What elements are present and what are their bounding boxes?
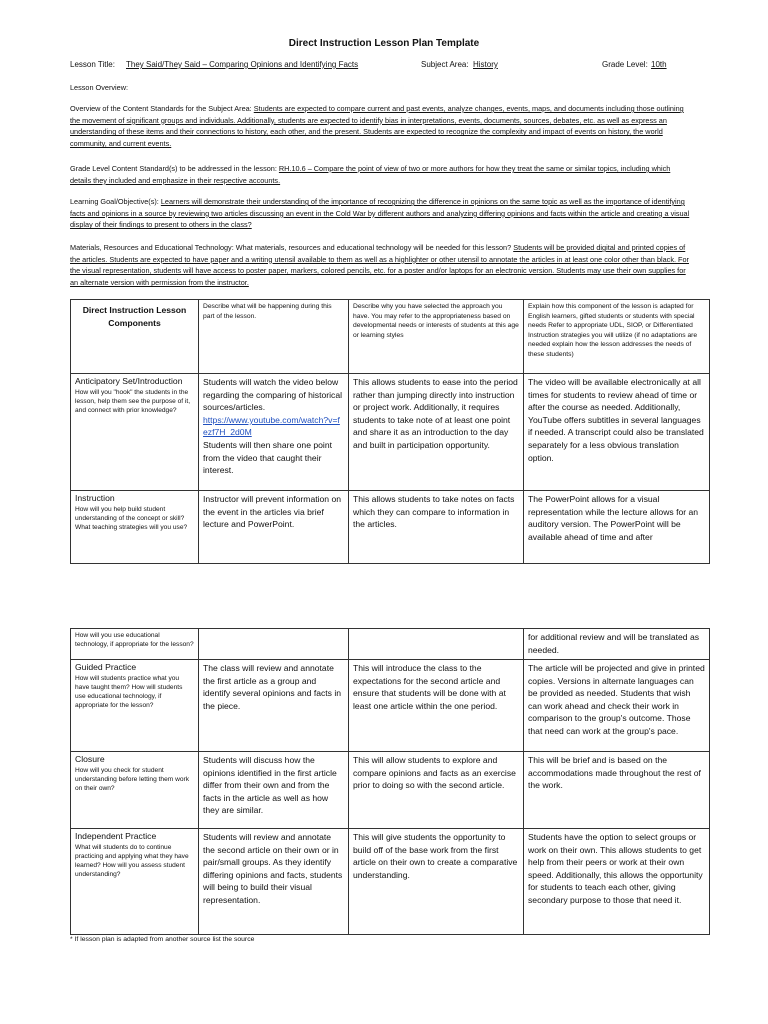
lesson-components-table-part2 <box>70 628 710 935</box>
grade-standards-text: RH.10.6 – Compare the point of view of two or more authors for how they treat the same or similar topics, including which details they included and emphasize in their respective accounts. <box>70 164 671 185</box>
lesson-meta-row <box>70 60 708 72</box>
guided-what-cell: The class will review and annotate the first article as a group and identify several opinions and facts in the piece. <box>199 660 349 752</box>
independent-adapt-cell: Students have the option to select groups or work on their own. This allows students to get help from their peers or work at their own speed. Additionally, this allows the opportunity for students to teach each other, giving secondary purpose to those that need it. <box>524 829 710 935</box>
grade-standards-paragraph <box>70 163 692 186</box>
closure-what-cell: Students will discuss how the opinions identified in the first article differ from their own and from the facts in the article as well as how they are similar. <box>199 752 349 829</box>
guided-component-cell <box>71 660 199 752</box>
source-footnote: * If lesson plan is adapted from another source list the source <box>70 936 255 943</box>
lesson-title-label: Lesson Title: <box>70 60 115 69</box>
guided-adapt-cell: The article will be projected and give in printed copies. Versions in alternate languages can be provided as needed. Students that wish can work ahead and check their work in comparison to the group's outcome. Those that need can work at the group's pace. <box>524 660 710 752</box>
header-adaptations: Explain how this component of the lesson is adapted for English learners, gifted students or students with special needs Refer to appropriate UDL, SIOP, or Differentiated Instruction strategies you will utilize (if no adaptations are needed explain how the lesson addresses the needs of these students) <box>524 300 710 374</box>
instruction-what-cell: Instructor will prevent information on the event in the articles via brief lecture and PowerPoint. <box>199 491 349 564</box>
closure-name: Closure <box>75 754 105 764</box>
header-why: Describe why you have selected the approach you have. You may refer to the appropriateness based on developmental needs or interests of students at this age or learning styles <box>349 300 524 374</box>
content-standards-paragraph <box>70 103 692 150</box>
lesson-overview-label: Lesson Overview: <box>70 83 128 92</box>
instruction-component-cell <box>71 491 199 564</box>
table-row-guided-practice <box>71 660 710 752</box>
table-row-independent-practice <box>71 829 710 935</box>
anticipatory-what-cell <box>199 374 349 491</box>
anticipatory-what-1: Students will watch the video below regarding the comparing of historical sources/articles. <box>203 377 343 413</box>
materials-paragraph <box>70 242 692 289</box>
independent-question: What will students do to continue practicing and applying what they have learned? How will you assess student understanding? <box>75 843 189 879</box>
subject-area-value: History <box>473 60 498 69</box>
independent-name: Independent Practice <box>75 831 157 841</box>
header-components: Direct Instruction Lesson Components <box>71 300 199 374</box>
lesson-components-table-part1 <box>70 299 710 564</box>
anticipatory-adapt-cell: The video will be available electronically at all times for students to review ahead of time or after the course as needed. Additionally, YouTube offers subtitles in several languages if needed. A transcript could also be translated separately for a less obvious translation option. <box>524 374 710 491</box>
independent-why-cell: This will give students the opportunity to build off of the base work from the first article on their own to create a comparative understanding. <box>349 829 524 935</box>
grade-level-label: Grade Level: <box>602 60 648 69</box>
lesson-title-value: They Said/They Said – Comparing Opinions and Identifying Facts <box>126 60 359 69</box>
instruction-question: How will you help build student understanding of the concept or skill? What teaching strategies will you use? <box>75 505 188 531</box>
anticipatory-why-cell: This allows students to ease into the period rather than jumping directly into instruction or project work. Additionally, it requires students to take note of at least one point and share it as an introduction to the day and built in participation opportunity. <box>349 374 524 491</box>
table-row-continued <box>71 629 710 660</box>
instruction-why-cell: This allows students to take notes on facts which they can compare to information in the articles. <box>349 491 524 564</box>
materials-text: Students will be provided digital and printed copies of the articles. Students are expected to have paper and a writing utensil available to them as well as a highlighter or other utensil to annotate the articles in at least one color other than black. For the visual representation, students will have access to poster paper, markers, colored pencils, etc. for a poster and/or laptops for an electronic version. Students may use their own supplies for an alternate version with permission from the instructor. <box>70 243 689 288</box>
table-row-anticipatory <box>71 374 710 491</box>
grade-standards-label: Grade Level Content Standard(s) to be addressed in the lesson: <box>70 164 277 173</box>
continued-question: How will you use educational technology, if appropriate for the lesson? <box>75 632 194 649</box>
youtube-video-link[interactable]: https://www.youtube.com/watch?v=fezf7H_2d0M <box>203 414 340 438</box>
closure-why-cell: This will allow students to explore and compare opinions and facts as an exercise prior to doing so with the second article. <box>349 752 524 829</box>
instruction-adapt-cell: The PowerPoint allows for a visual representation while the lecture allows for an auditory version. The PowerPoint will be available ahead of time and after <box>524 491 710 564</box>
table-header-row <box>71 300 710 374</box>
table-row-instruction <box>71 491 710 564</box>
guided-question: How will students practice what you have taught them? How will students use educational technology, if appropriate for the lesson? <box>75 674 183 710</box>
table-row-closure <box>71 752 710 829</box>
closure-adapt-cell: This will be brief and is based on the accommodations made throughout the rest of the work. <box>524 752 710 829</box>
content-standards-text: Students are expected to compare current and past events, analyze changes, events, maps, and documents including those outlining the movement of significant groups and individuals. Additionally, students are expected to identify bias in interpretations, events, documents, sources, debates, etc. as well as express an understanding of these items and their connections to history, each other, and the present. Students are expected to recognize the complexity and impact of events on history, the world community, and current events. <box>70 104 684 149</box>
anticipatory-name: Anticipatory Set/Introduction <box>75 376 183 386</box>
independent-what-cell: Students will review and annotate the second article on their own or in pair/small groups. As they identify differing opinions and facts, students will being to build their visual representation. <box>199 829 349 935</box>
instruction-name: Instruction <box>75 493 115 503</box>
continued-why-cell <box>349 629 524 660</box>
learning-goal-paragraph <box>70 196 692 231</box>
learning-goal-label: Learning Goal/Objective(s): <box>70 197 159 206</box>
guided-name: Guided Practice <box>75 662 137 672</box>
document-title: Direct Instruction Lesson Plan Template <box>288 38 480 49</box>
learning-goal-text: Learners will demonstrate their understanding of the importance of recognizing the difference in opinions on the same topic as well as the importance of identifying facts and opinions in a source by reviewing two articles discussing an event in the Cold War by different authors and analyzing differing opinions and facts within the article and creating a visual display of their findings to present to others in the class? <box>70 197 690 230</box>
materials-question: What materials, resources and educational technology will be needed for this lesson? <box>235 243 512 252</box>
closure-question: How will you check for student understanding before letting them work on their own? <box>75 766 189 792</box>
grade-level-value: 10th <box>651 60 667 69</box>
content-standards-label: Overview of the Content Standards for the Subject Area: <box>70 104 252 113</box>
anticipatory-what-2: Students will then share one point from the video that caught their interest. <box>203 439 332 476</box>
subject-area-label: Subject Area: <box>421 60 469 69</box>
header-what: Describe what will be happening during this part of the lesson. <box>199 300 349 374</box>
independent-component-cell <box>71 829 199 935</box>
continued-what-cell <box>199 629 349 660</box>
anticipatory-question: How will you "hook" the students in the lesson, help them see the purpose of it, and connect with prior knowledge? <box>75 388 191 414</box>
continued-component-cell <box>71 629 199 660</box>
closure-component-cell <box>71 752 199 829</box>
guided-why-cell: This will introduce the class to the expectations for the second article and ensure that students will be done with at least one article within the one period. <box>349 660 524 752</box>
materials-label: Materials, Resources and Educational Technology: <box>70 243 234 252</box>
continued-adapt-cell: for additional review and will be translated as needed. <box>524 629 710 660</box>
anticipatory-component-cell <box>71 374 199 491</box>
